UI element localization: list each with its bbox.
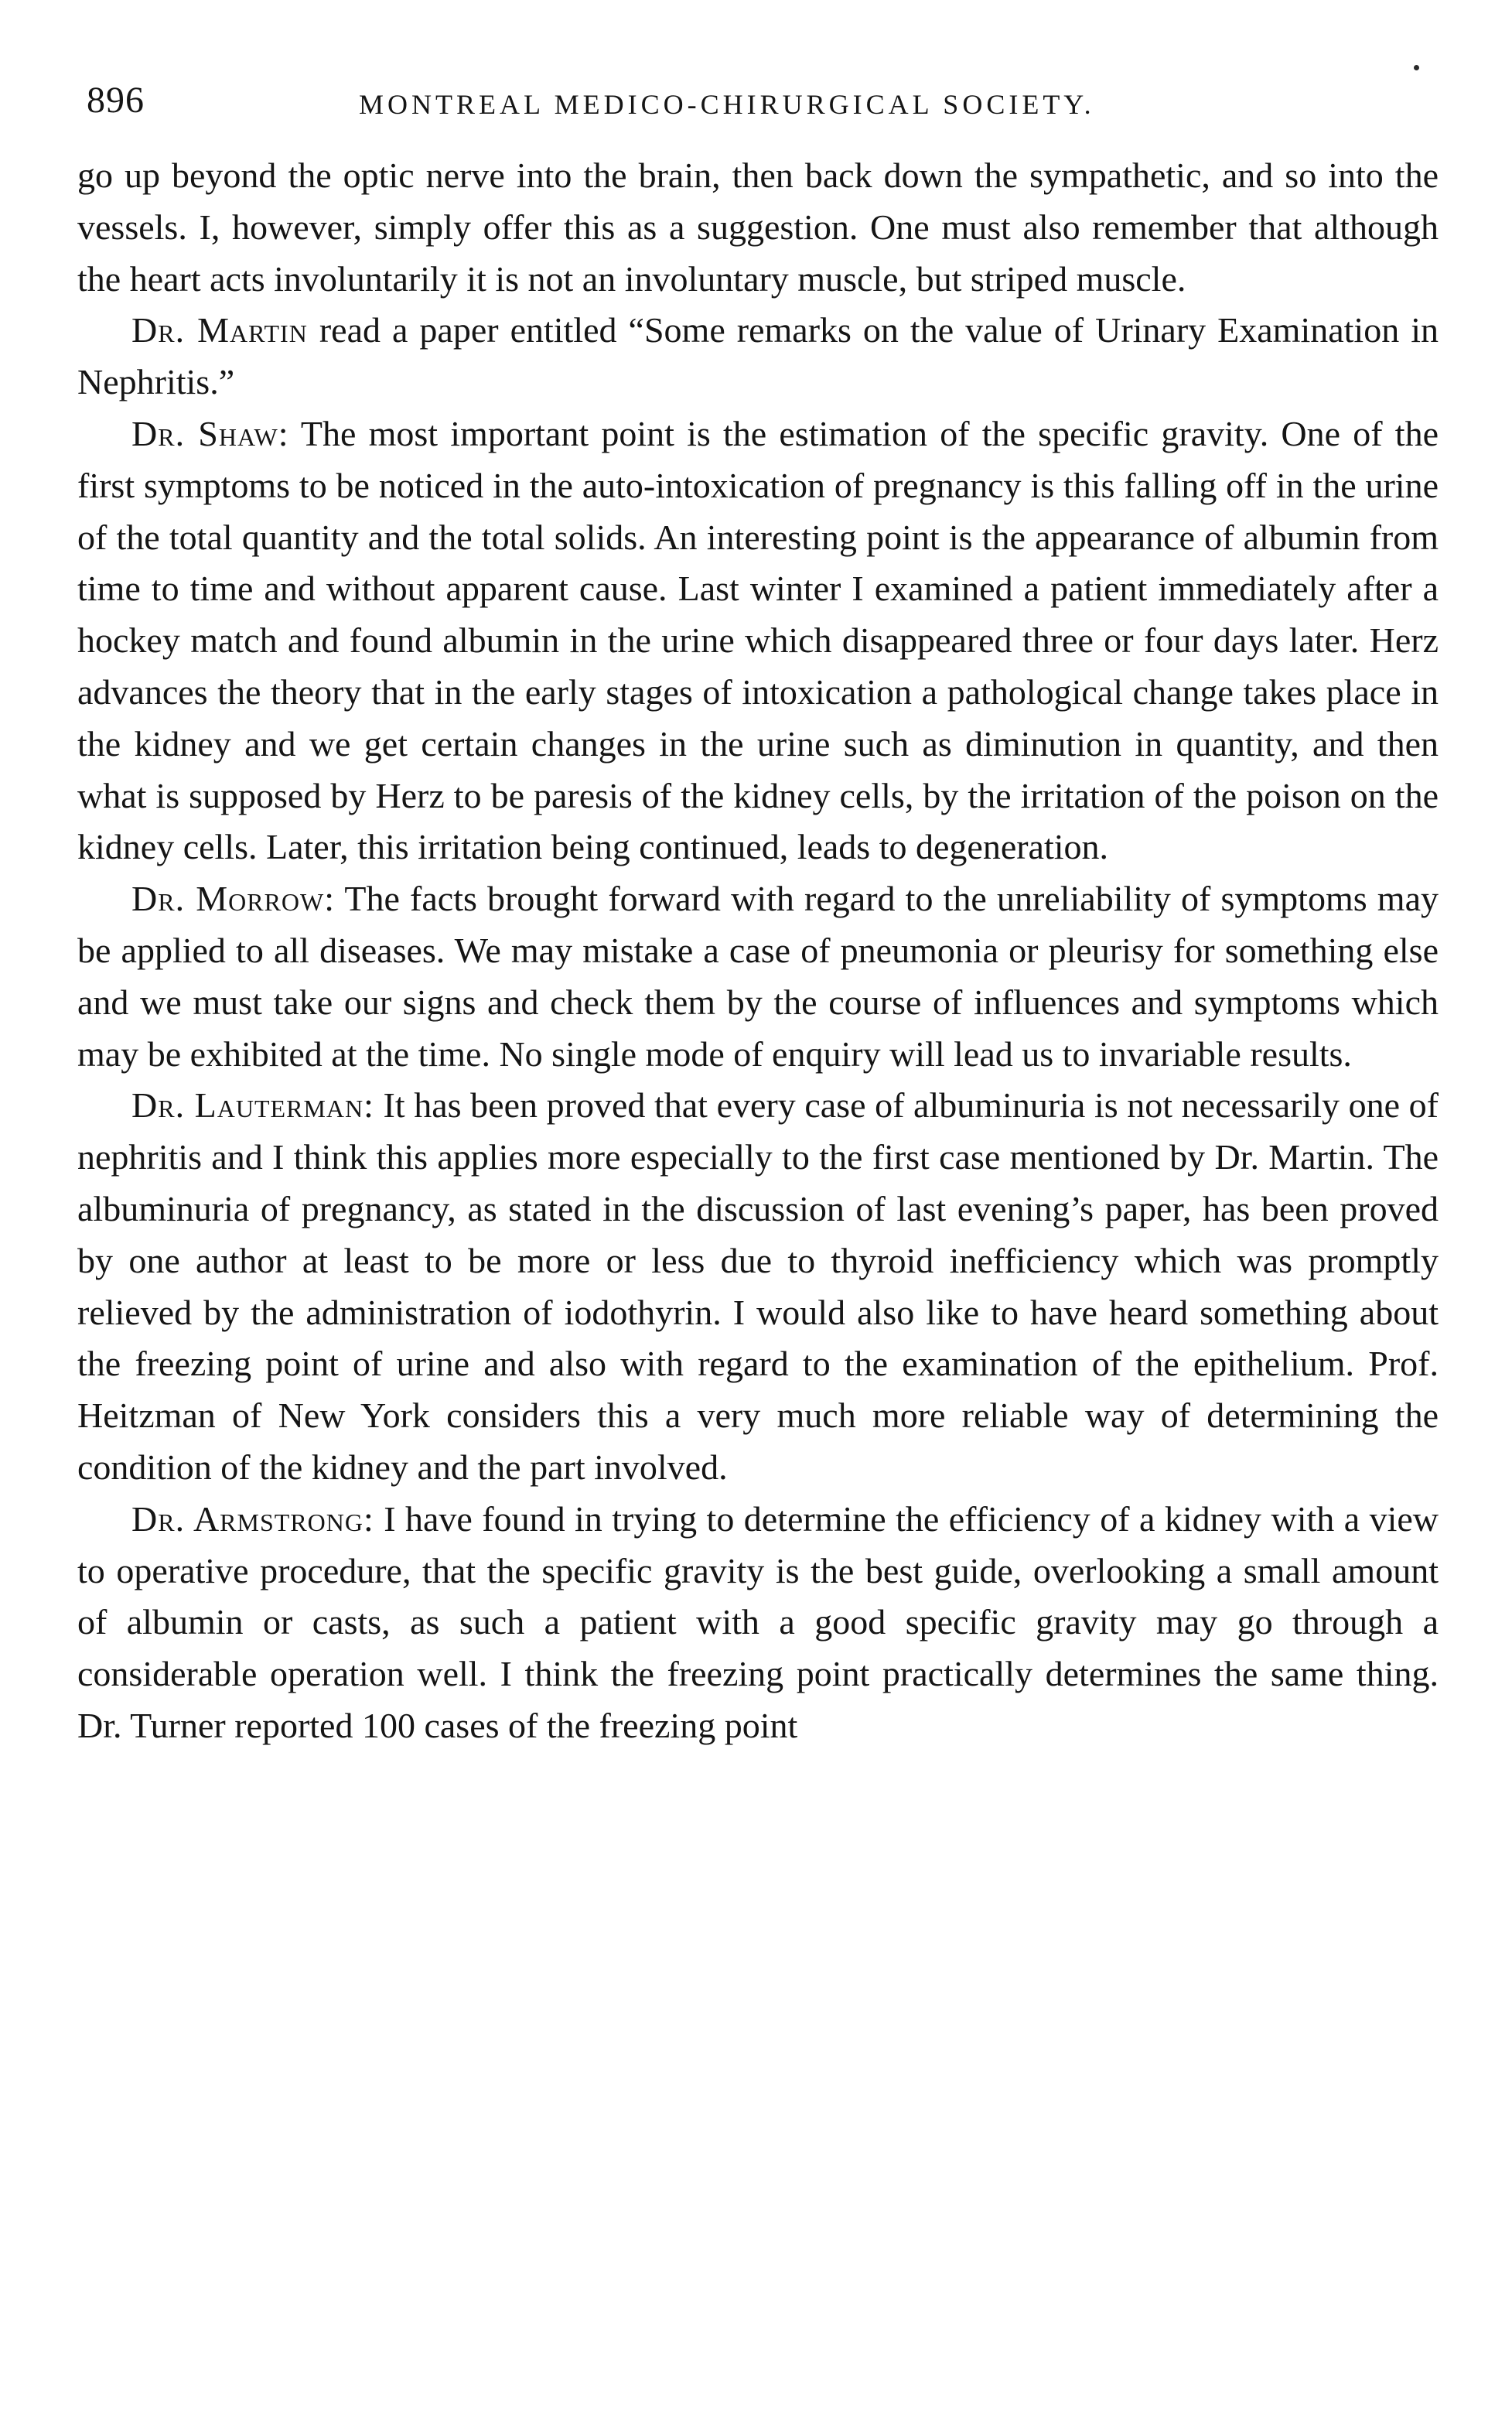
paragraph-text: read a paper entitled “Some remarks on the value of Urinary Examination in Nephritis.” bbox=[77, 310, 1439, 402]
speaker-name: Dr. Armstrong: bbox=[131, 1498, 374, 1539]
paragraph-dr-shaw bbox=[77, 408, 1439, 873]
book-page bbox=[77, 77, 1439, 1752]
paragraph-text: go up beyond the optic nerve into the brain, then back down the sympathetic, and so into the vessels. I, however, simply offer this as a suggestion. One must also remember that although the heart acts involuntarily it is not an involuntary muscle, but striped muscle. bbox=[77, 155, 1439, 299]
paragraph-dr-morrow bbox=[77, 873, 1439, 1080]
paragraph-dr-lauterman bbox=[77, 1080, 1439, 1493]
body-text bbox=[77, 150, 1439, 1752]
paragraph-text: The facts brought forward with regard to the unreliability of symptoms may be applied to all diseases. We may mistake a case of pneumonia or pleurisy for something else and we must take our signs and check them by the course of influences and symptoms which may be exhibited at the time. No single mode of enquiry will lead us to invariable results. bbox=[77, 879, 1439, 1074]
running-title: MONTREAL MEDICO-CHIRURGICAL SOCIETY. bbox=[359, 89, 1095, 120]
running-header bbox=[77, 77, 1439, 132]
speaker-name: Dr. Morrow: bbox=[131, 879, 336, 919]
paragraph-text: It has been proved that every case of albuminuria is not necessarily one of nephritis and I think this applies more especially to the first case mentioned by Dr. Martin. The albuminuria of pregnancy, as stated in the discussion of last evening’s paper, has been proved by one author at least to be more or less due to thyroid inefficiency which was promptly relieved by the administration of iodothyrin. I would also like to have heard something about the freezing point of urine and also with regard to the examination of the epithelium. Prof. Heitzman of New York considers this a very much more reliable way of determining the condition of the kidney and the part involved. bbox=[77, 1085, 1439, 1487]
speaker-name: Dr. Shaw: bbox=[131, 413, 289, 453]
print-speck bbox=[1414, 65, 1419, 70]
paragraph-continuation bbox=[77, 150, 1439, 305]
speaker-name: Dr. Martin bbox=[131, 310, 308, 350]
paragraph-text: The most important point is the estimation of the specific gravity. One of the first symptoms to be noticed in the auto-intoxication of pregnancy is this falling off in the urine of the total quantity and the total solids. An interesting point is the appearance of albumin from time to time and without apparent cause. Last winter I examined a patient immediately after a hockey match and found albumin in the urine which disappeared three or four days later. Herz advances the theory that in the early stages of intoxication a pathological change takes place in the kidney and we get certain changes in the urine such as diminution in quantity, and then what is supposed by Herz to be paresis of the kidney cells, by the irritation of the poison on the kidney cells. Later, this irritation being continued, leads to degeneration. bbox=[77, 413, 1439, 867]
page-number: 896 bbox=[87, 80, 145, 121]
paragraph-dr-martin bbox=[77, 305, 1439, 408]
speaker-name: Dr. Lauterman: bbox=[131, 1085, 374, 1126]
paragraph-dr-armstrong bbox=[77, 1494, 1439, 1752]
paragraph-text: I have found in trying to determine the efficiency of a kidney with a view to operative procedure, that the specific gravity is the best guide, overlooking a small amount of albumin or casts, as such a patient with a good specific gravity may go through a considerable operation well. I think the freezing point practically determines the same thing. Dr. Turner reported 100 cases of the freezing point bbox=[77, 1498, 1439, 1745]
